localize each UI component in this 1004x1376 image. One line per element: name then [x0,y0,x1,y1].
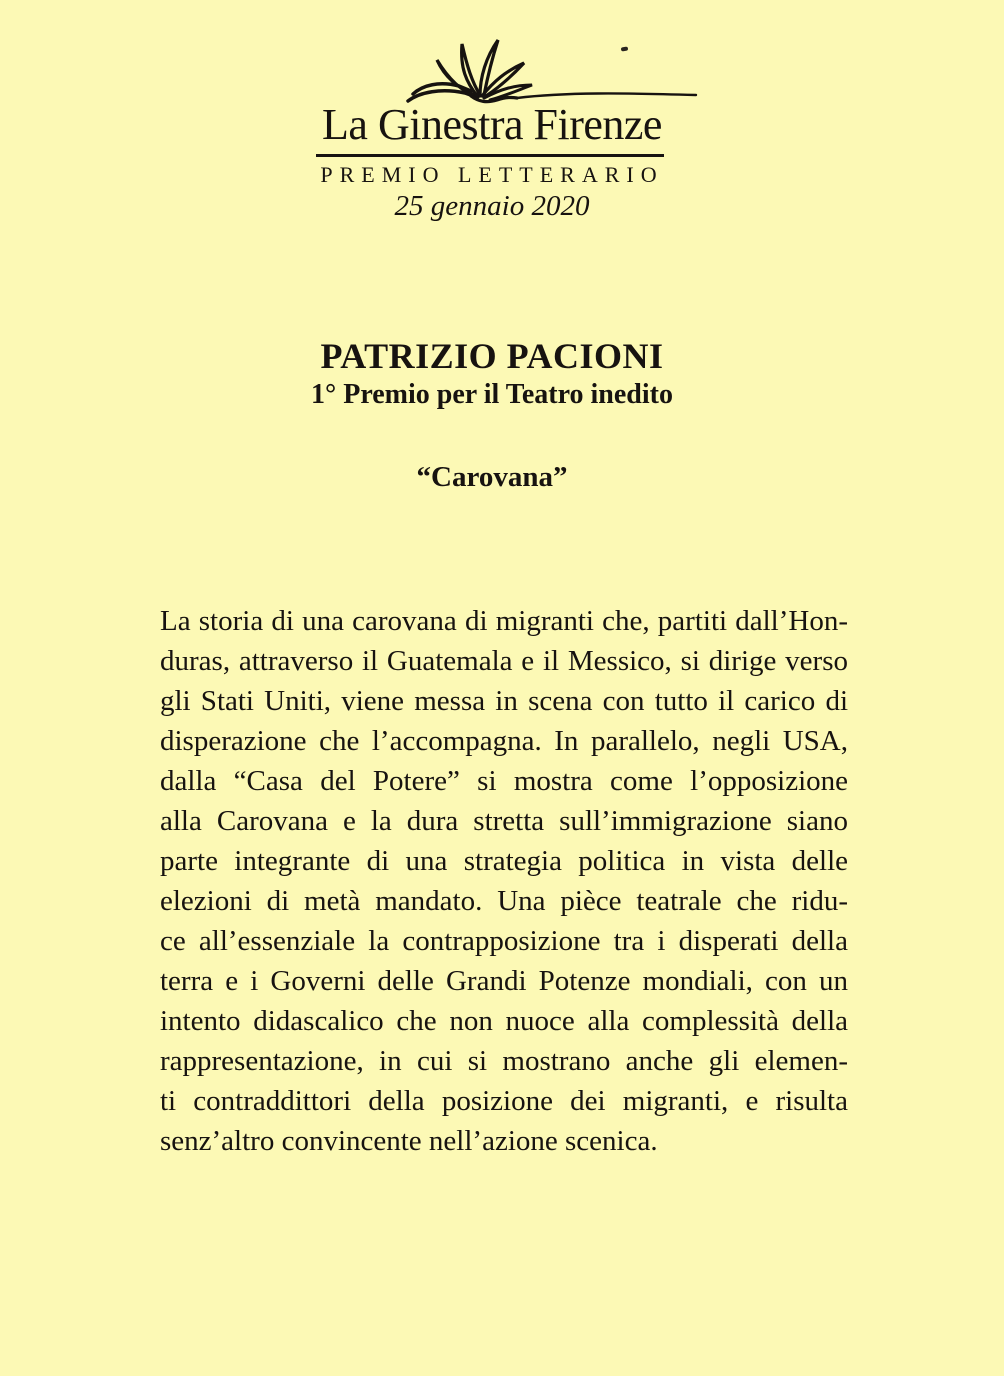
event-date: 25 gennaio 2020 [394,190,590,222]
body-line: ce all’essenziale la contrapposizione tra i disperati della [160,925,848,957]
prize-category-label: PREMIO LETTERARIO [320,162,664,187]
body-line: intento didascalico che non nuoce alla complessità della [160,1005,848,1037]
body-line: parte integrante di una strategia politica in vista delle [160,845,848,877]
body-line: rappresentazione, in cui si mostrano anche gli elemen- [160,1045,848,1077]
body-line: senz’altro convincente nell’azione scenica. [160,1125,658,1157]
body-line: disperazione che l’accompagna. In parallelo, negli USA, [160,725,848,757]
body-line: dalla “Casa del Potere” si mostra come l’opposizione [160,765,848,797]
body-line: gli Stati Uniti, viene messa in scena con tutto il carico di [160,685,848,717]
awarded-work-title: “Carovana” [416,461,568,493]
prize-title: 1° Premio per il Teatro inedito [311,379,673,410]
body-line: La storia di una carovana di migranti che, partiti dall’Hon- [160,605,848,637]
body-line: ti contraddittori della posizione dei migranti, e risulta [160,1085,848,1117]
body-line: alla Carovana e la dura stretta sull’immigrazione siano [160,805,848,837]
body-line: elezioni di metà mandato. Una pièce teatrale che ridu- [160,885,848,917]
header-divider [316,154,664,157]
body-line: terra e i Governi delle Grandi Potenze mondiali, con un [160,965,848,997]
citation-paragraph [160,601,848,1161]
winner-name: PATRIZIO PACIONI [320,336,664,376]
body-line: duras, attraverso il Guatemala e il Messico, si dirige verso [160,645,848,677]
publisher-name: La Ginestra Firenze [322,100,662,149]
